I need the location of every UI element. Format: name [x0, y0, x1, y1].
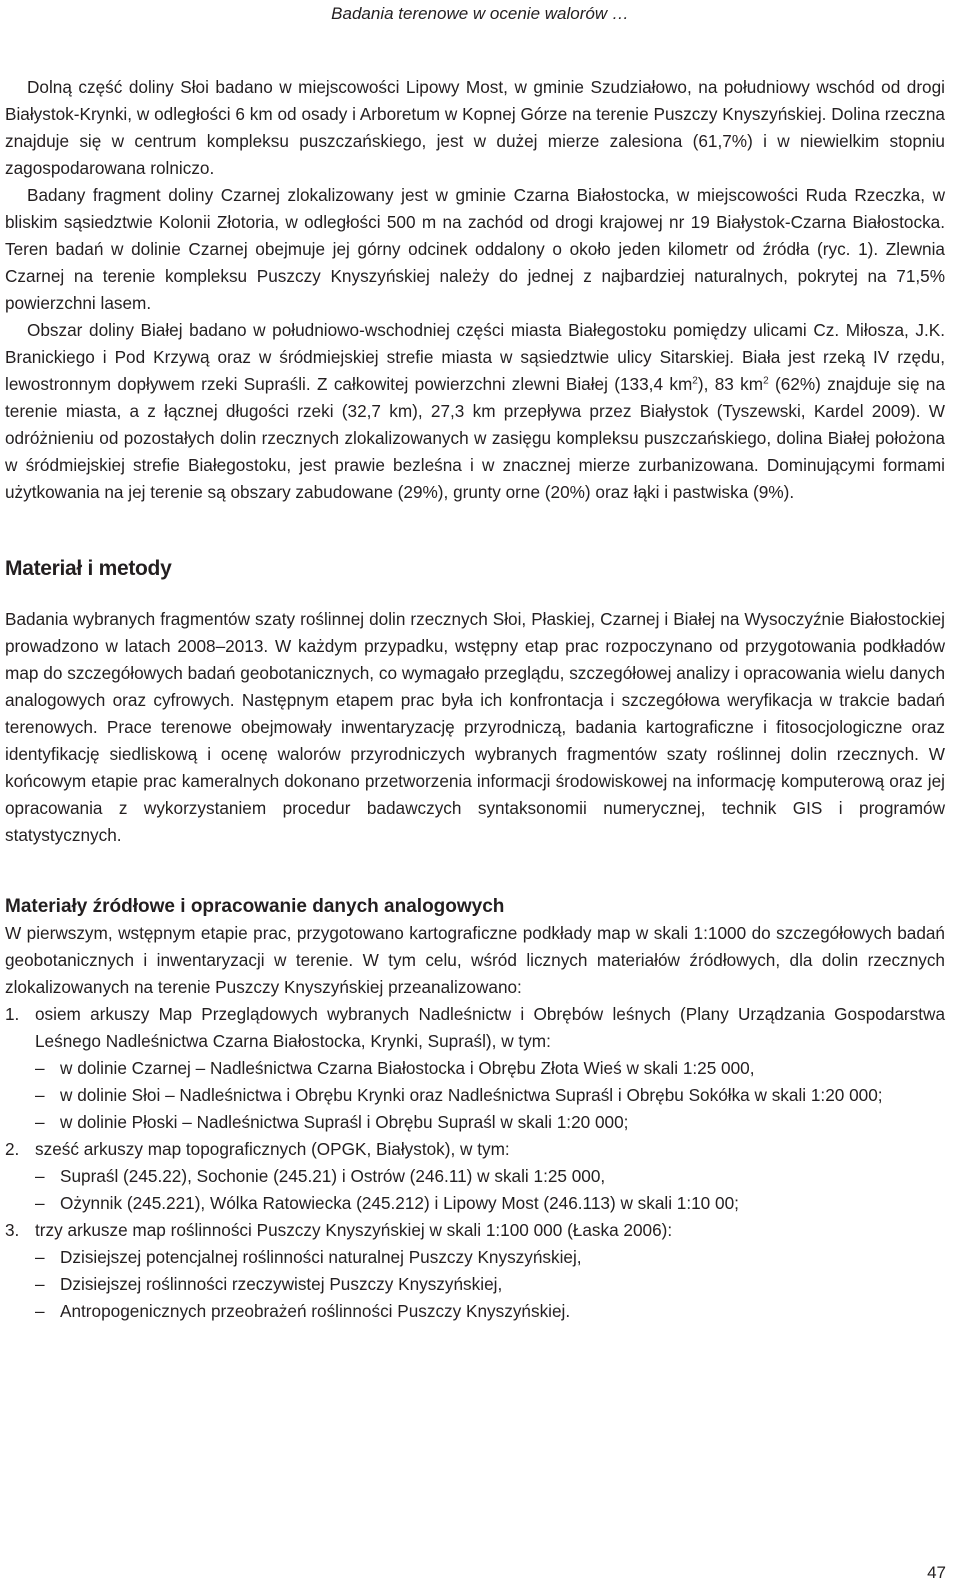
- dash-marker: –: [35, 1193, 45, 1213]
- list-item-text: osiem arkuszy Map Przeglądowych wybranych Nadleśnictw i Obrębów leśnych (Plany Urządzania Gospodarstwa Leśnego Nadleśnictwa Czarna Białostocka, Krynki, Supraśl), w tym:: [35, 1004, 945, 1051]
- sub-list-item-text: w dolinie Czarnej – Nadleśnictwa Czarna Białostocka i Obrębu Złota Wieś w skali 1:25 000,: [60, 1058, 755, 1078]
- paragraph-sources-intro: W pierwszym, wstępnym etapie prac, przygotowano kartograficzne podkłady map w skali 1:1000 do szczegółowych badań geobotanicznych i inwentaryzacji w terenie. W tym celu, wśród licznych materiałów źródłowych, dla dolin rzecznych zlokalizowanych na terenie Puszczy Knyszyńskiej przeanalizowano:: [5, 923, 945, 997]
- list-item-text: trzy arkusze map roślinności Puszczy Knyszyńskiej w skali 1:100 000 (Łaska 2006):: [35, 1220, 673, 1240]
- sub-list-item: [35, 1163, 945, 1190]
- sub-list-item-text: Dzisiejszej potencjalnej roślinności naturalnej Puszczy Knyszyńskiej,: [60, 1247, 582, 1267]
- running-header: Badania terenowe w ocenie walorów …: [331, 4, 629, 23]
- dash-marker: –: [35, 1301, 45, 1321]
- sub-list-item: [35, 1055, 945, 1082]
- superscript: 2: [763, 375, 769, 387]
- document-body: [5, 74, 945, 1325]
- list-item-text: sześć arkuszy map topograficznych (OPGK, Białystok), w tym:: [35, 1139, 510, 1159]
- page-number: 47: [927, 1563, 946, 1582]
- list-number: 3.: [5, 1220, 20, 1240]
- sub-list-item-text: w dolinie Słoi – Nadleśnictwa i Obrębu Krynki oraz Nadleśnictwa Supraśl i Obrębu Sokółka w skali 1:20 000;: [60, 1085, 883, 1105]
- dash-marker: –: [35, 1085, 45, 1105]
- superscript: 2: [692, 375, 698, 387]
- sub-list-item: [35, 1298, 945, 1325]
- section-heading-sources: Materiały źródłowe i opracowanie danych analogowych: [5, 896, 505, 917]
- list-item: [5, 1136, 945, 1217]
- sub-list-item-text: w dolinie Płoski – Nadleśnictwa Supraśl i Obrębu Supraśl w skali 1:20 000;: [60, 1112, 629, 1132]
- dash-marker: –: [35, 1247, 45, 1267]
- sub-list-item-text: Antropogenicznych przeobrażeń roślinności Puszczy Knyszyńskiej.: [60, 1301, 571, 1321]
- sub-list: [35, 1055, 945, 1136]
- paragraph-biala-part-a: Obszar doliny Białej badano w południowo-wschodniej części miasta Białegostoku pomiędzy ulicami Cz. Miłosza, J.K. Branickiego i Pod Krzywą oraz w śródmiejskiej strefie miasta w sąsiedztwie ulicy Sitarskiej. Biała jest rzeką IV rzędu, lewostronnym dopływem rzeki Supraśli. Z całkowitej powierzchni zlewni Białej (133,4 km: [5, 320, 945, 394]
- dash-marker: –: [35, 1058, 45, 1078]
- paragraph-czarna: Badany fragment doliny Czarnej zlokalizowany jest w gminie Czarna Białostocka, w miejscowości Ruda Rzeczka, w bliskim sąsiedztwie Kolonii Złotoria, w odległości 500 m na zachód od drogi krajowej nr 19 Białystok-Czarna Białostocka. Teren badań w dolinie Czarnej obejmuje jej górny odcinek oddalony o około jeden kilometr od źródła (ryc. 1). Zlewnia Czarnej na terenie kompleksu Puszczy Knyszyńskiej należy do jednej z najbardziej naturalnych, pokrytej na 71,5% powierzchni lasem.: [5, 185, 945, 313]
- paragraph-biala-part-b: ), 83 km: [697, 374, 764, 394]
- list-item: [5, 1217, 945, 1325]
- sub-list-item: [35, 1190, 945, 1217]
- dash-marker: –: [35, 1166, 45, 1186]
- sources-list: [5, 1001, 945, 1325]
- paragraph-methods: Badania wybranych fragmentów szaty roślinnej dolin rzecznych Słoi, Płaskiej, Czarnej i Białej na Wysoczyźnie Białostockiej prowadzono w latach 2008–2013. W każdym przypadku, wstępny etap prac rozpoczynano od przygotowania podkładów map do szczegółowych badań geobotanicznych, co wymagało przeglądu, szczegółowej analizy i opracowania wielu danych analogowych oraz cyfrowych. Następnym etapem prac była ich konfrontacja i szczegółowa weryfikacja w trakcie badań terenowych. Prace terenowe obejmowały inwentaryzację przyrodniczą, badania kartograficzne i fitosocjologiczne oraz identyfikację siedliskową i ocenę walorów przyrodniczych wybranych fragmentów szaty roślinnej dolin rzecznych. W końcowym etapie prac kameralnych dokonano przetworzenia informacji środowiskowej na informację komputerową oraz jej opracowania z wykorzystaniem procedur badawczych syntaksonomii numerycznej, technik GIS i programów statystycznych.: [5, 609, 945, 845]
- dash-marker: –: [35, 1112, 45, 1132]
- paragraph-biala-part-c: (62%) znajduje się na terenie miasta, a z łącznej długości rzeki (32,7 km), 27,3 km przepływa przez Białystok (Tyszewski, Kardel 2009). W odróżnieniu od pozostałych dolin rzecznych zlokalizowanych w zasięgu kompleksu puszczańskiego, dolina Białej położona w śródmiejskiej strefie Białegostoku, jest prawie bezleśna i w znacznej mierze zurbanizowana. Dominującymi formami użytkowania na jej terenie są obszary zabudowane (29%), grunty orne (20%) oraz łąki i pastwiska (9%).: [5, 374, 946, 502]
- sub-list-item: [35, 1244, 945, 1271]
- sub-list-item: [35, 1271, 945, 1298]
- list-number: 2.: [5, 1139, 20, 1159]
- paragraph-biala: [5, 317, 945, 506]
- sub-list: [35, 1163, 945, 1217]
- dash-marker: –: [35, 1274, 45, 1294]
- sub-list: [35, 1244, 945, 1325]
- sub-list-item-text: Supraśl (245.22), Sochonie (245.21) i Ostrów (246.11) w skali 1:25 000,: [60, 1166, 606, 1186]
- sub-list-item: [35, 1082, 945, 1109]
- list-number: 1.: [5, 1004, 20, 1024]
- sub-list-item-text: Ożynnik (245.221), Wólka Ratowiecka (245.212) i Lipowy Most (246.113) w skali 1:10 00;: [60, 1193, 739, 1213]
- paragraph-sloi: Dolną część doliny Słoi badano w miejscowości Lipowy Most, w gminie Szudziałowo, na południowy wschód od drogi Białystok-Krynki, w odległości 6 km od osady i Arboretum w Kopnej Górze na terenie Puszczy Knyszyńskiej. Dolina rzeczna znajduje się w centrum kompleksu puszczańskiego, jest w dużej mierze zalesiona (61,7%) i w niewielkim stopniu zagospodarowana rolniczo.: [5, 77, 945, 178]
- sub-list-item-text: Dzisiejszej roślinności rzeczywistej Puszczy Knyszyńskiej,: [60, 1274, 503, 1294]
- sub-list-item: [35, 1109, 945, 1136]
- section-heading-methods: Materiał i metody: [5, 557, 172, 580]
- list-item: [5, 1001, 945, 1136]
